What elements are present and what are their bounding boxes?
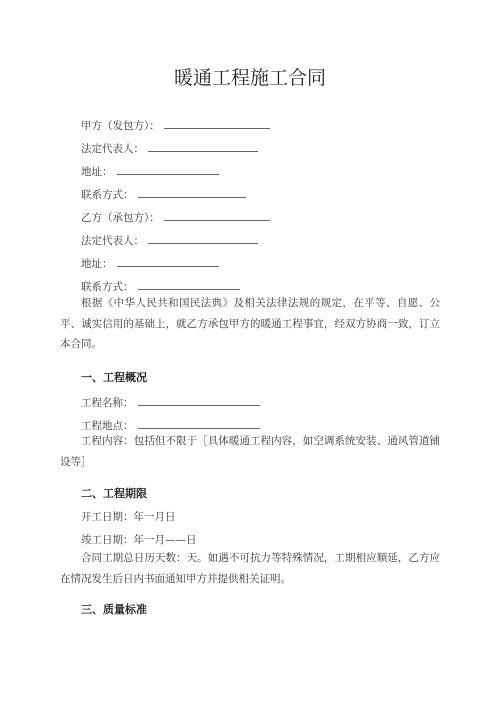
party-a-line xyxy=(81,117,270,133)
party-a-contact-line xyxy=(81,186,246,202)
party-a-rep-line xyxy=(81,140,258,156)
project-content-paragraph: 工程内容：包括但不限于［具体暖通工程内容，如空调系统安装、通风管道铺设等］ xyxy=(60,435,440,468)
project-location-blank[interactable] xyxy=(138,417,260,429)
party-b-addr-blank[interactable] xyxy=(117,255,219,267)
project-name-line xyxy=(81,394,260,410)
section1-heading: 一、工程概况 xyxy=(81,371,147,384)
party-b-line xyxy=(81,209,270,225)
party-b-contact-blank[interactable] xyxy=(138,278,240,290)
intro-paragraph: 根据《中华人民共和国民法典》及相关法律法规的规定，在平等、自愿、公平、诚实信用的基础上，就乙方承包甲方的暖通工程事宜，经双方协商一致，订立本合同。 xyxy=(60,297,440,350)
party-a-rep-label: 法定代表人： xyxy=(81,143,144,155)
party-b-contact-line xyxy=(81,278,240,294)
party-a-blank[interactable] xyxy=(164,117,270,129)
end-date: 竣工日期：年一月——日 xyxy=(81,534,197,546)
party-a-label: 甲方（发包方）： xyxy=(81,120,160,132)
party-b-addr-line xyxy=(81,255,219,271)
party-a-contact-blank[interactable] xyxy=(138,186,246,198)
party-b-rep-line xyxy=(81,232,258,248)
duration-paragraph: 合同工期总日历天数：天。如遇不可抗力等特殊情况，工期相应顺延，乙方应在情况发生后日内书面通知甲方并提供相关证明。 xyxy=(60,552,440,585)
section3-heading: 三、质量标准 xyxy=(81,603,147,616)
start-date: 开工日期：年一月日 xyxy=(81,511,176,523)
party-b-contact-label: 联系方式： xyxy=(81,281,134,293)
party-b-blank[interactable] xyxy=(164,209,270,221)
party-b-label: 乙方（承包方）： xyxy=(81,212,160,224)
project-location-label: 工程地点： xyxy=(81,420,134,432)
project-name-label: 工程名称： xyxy=(81,397,134,409)
party-b-rep-blank[interactable] xyxy=(148,232,258,244)
party-a-contact-label: 联系方式： xyxy=(81,189,134,201)
party-b-rep-label: 法定代表人： xyxy=(81,235,144,247)
party-a-rep-blank[interactable] xyxy=(148,140,258,152)
party-b-addr-label: 地址： xyxy=(81,258,113,270)
party-a-addr-blank[interactable] xyxy=(117,163,219,175)
page-title: 暖通工程施工合同 xyxy=(173,67,326,89)
party-a-addr-label: 地址： xyxy=(81,166,113,178)
party-a-addr-line xyxy=(81,163,219,179)
section2-heading: 二、工程期限 xyxy=(81,487,147,500)
project-name-blank[interactable] xyxy=(138,394,260,406)
